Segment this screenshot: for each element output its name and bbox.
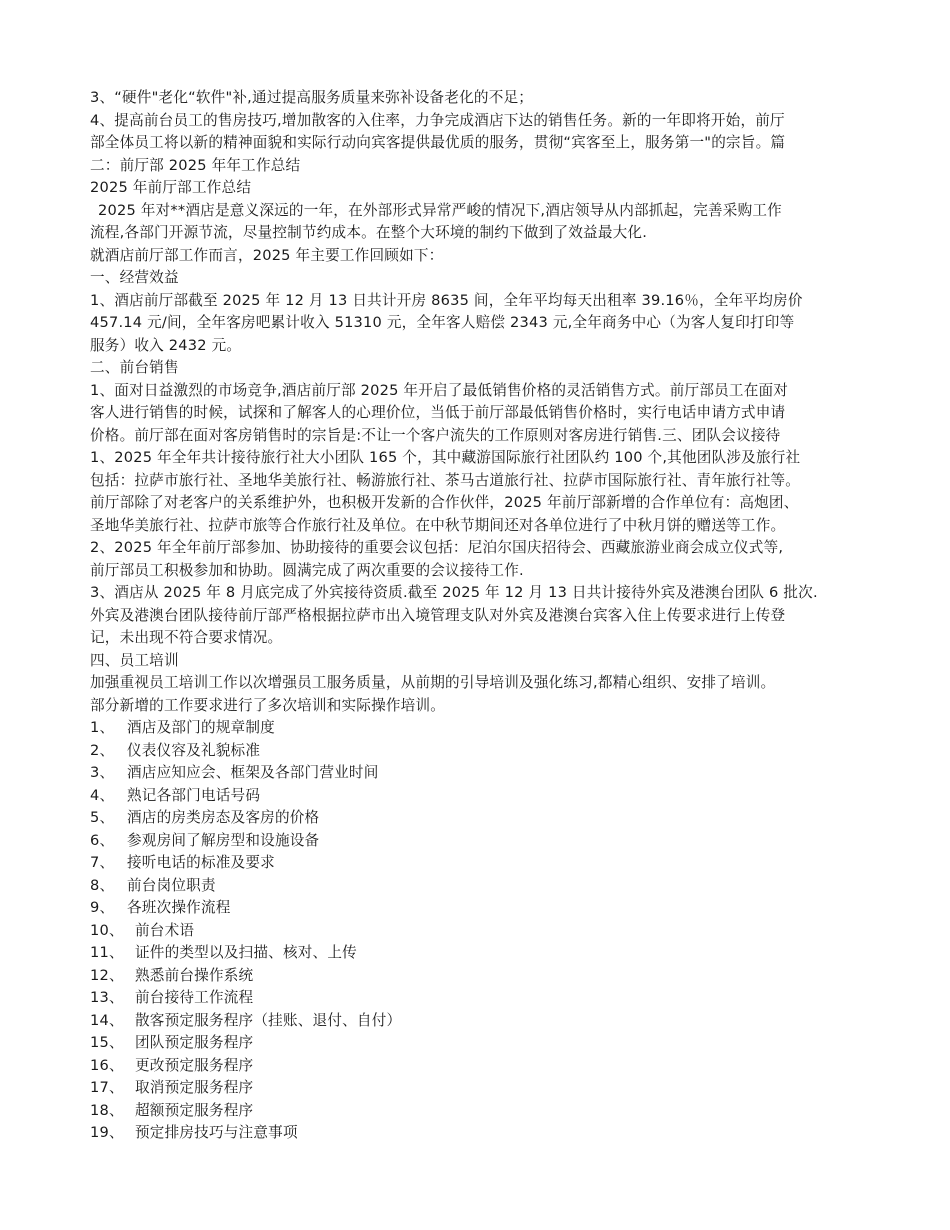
- paragraph-line: 就酒店前厅部工作而言，2025 年主要工作回顾如下：: [90, 246, 444, 264]
- list-number: 4、: [90, 786, 115, 804]
- list-text: 酒店及部门的规章制度: [127, 719, 275, 736]
- list-item: [90, 1100, 880, 1123]
- paragraph-line: 记，未出现不符合要求情况。: [90, 629, 283, 646]
- section-heading: 一、经营效益: [90, 269, 179, 286]
- paragraph-line: 服务）收入 2432 元。: [90, 336, 242, 354]
- paragraph-line: 1、面对日益激烈的市场竞争,酒店前厅部 2025 年开启了最低销售价格的灵活销售方式。前厅部员工在面对: [90, 381, 789, 399]
- list-number: 17、: [90, 1079, 124, 1096]
- list-text: 仪表仪容及礼貌标准: [127, 741, 261, 759]
- list-number: 9、: [90, 899, 115, 916]
- list-number: 11、: [90, 944, 124, 961]
- list-text: 超额预定服务程序: [135, 1101, 254, 1119]
- section-heading: 二：前厅部 2025 年年工作总结: [90, 156, 301, 174]
- list-item: [90, 1032, 880, 1055]
- list-item: [90, 942, 880, 965]
- list-text: 熟记各部门电话号码: [127, 786, 261, 804]
- paragraph-line: 部分新增的工作要求进行了多次培训和实际操作培训。: [90, 696, 446, 714]
- paragraph-line: 前厅部除了对老客户的关系维护外，也积极开发新的合作伙伴，2025 年前厅部新增的合作单位有：高炮团、: [90, 494, 799, 511]
- list-item: [90, 897, 880, 920]
- list-text: 酒店应知应会、框架及各部门营业时间: [127, 764, 379, 781]
- list-text: 预定排房技巧与注意事项: [135, 1124, 298, 1141]
- list-text: 前台接待工作流程: [135, 989, 254, 1006]
- list-text: 团队预定服务程序: [135, 1034, 254, 1051]
- list-number: 8、: [90, 876, 115, 894]
- training-list: [90, 717, 880, 1145]
- list-number: 15、: [90, 1034, 124, 1051]
- list-number: 14、: [90, 1011, 124, 1029]
- list-item: [90, 1055, 880, 1078]
- list-text: 接听电话的标准及要求: [127, 854, 275, 871]
- paragraph-line: 1、酒店前厅部截至 2025 年 12 月 13 日共计开房 8635 间，全年平均每天出租率 39.16％，全年平均房价: [90, 291, 803, 309]
- section-heading: 四、员工培训: [90, 651, 179, 669]
- list-item: [90, 717, 880, 740]
- paragraph-line: 2025 年对**酒店是意义深远的一年，在外部形式异常严峻的情况下,酒店领导从内部抓起，完善采购工作: [98, 201, 782, 219]
- paragraph-line: 3、“硬件"老化“软件"补,通过提高服务质量来弥补设备老化的不足；: [90, 89, 534, 106]
- list-number: 19、: [90, 1124, 124, 1141]
- list-text: 酒店的房类房态及客房的价格: [127, 809, 320, 826]
- paragraph-line: 外宾及港澳台团队接待前厅部严格根据拉萨市出入境管理支队对外宾及港澳台宾客入住上传要求进行上传登: [90, 606, 786, 624]
- list-text: 更改预定服务程序: [135, 1056, 254, 1074]
- document-title: 2025 年前厅部工作总结: [90, 179, 252, 196]
- paragraph-line: 部全体员工将以新的精神面貌和实际行动向宾客提供最优质的服务，贯彻“宾客至上，服务第一"的宗旨。篇: [90, 134, 786, 151]
- paragraph-line: 圣地华美旅行社、拉萨市旅等合作旅行社及单位。在中秋节期间还对各单位进行了中秋月饼的赠送等工作。: [90, 516, 786, 534]
- list-text: 证件的类型以及扫描、核对、上传: [135, 944, 357, 961]
- list-item: [90, 875, 880, 898]
- document-page: [90, 87, 880, 1145]
- list-number: 12、: [90, 966, 124, 984]
- list-item: [90, 785, 880, 808]
- list-number: 2、: [90, 741, 115, 759]
- list-number: 18、: [90, 1101, 124, 1119]
- list-item: [90, 965, 880, 988]
- list-text: 各班次操作流程: [127, 899, 231, 916]
- list-item: [90, 852, 880, 875]
- list-text: 前台岗位职责: [127, 876, 216, 894]
- list-text: 散客预定服务程序（挂账、退付、自付）: [135, 1011, 402, 1029]
- list-text: 前台术语: [135, 921, 195, 939]
- list-number: 5、: [90, 809, 115, 826]
- list-item: [90, 762, 880, 785]
- paragraph-line: 4、提高前台员工的售房技巧,增加散客的入住率，力争完成酒店下达的销售任务。新的一年即将开始，前厅: [90, 111, 785, 129]
- list-text: 熟悉前台操作系统: [135, 966, 254, 984]
- paragraph-line: 流程,各部门开源节流，尽量控制节约成本。在整个大环境的制约下做到了效益最大化.: [90, 224, 648, 241]
- list-item: [90, 807, 880, 830]
- list-number: 6、: [90, 831, 115, 849]
- list-item: [90, 830, 880, 853]
- paragraph-line: 加强重视员工培训工作以次增强员工服务质量，从前期的引导培训及强化练习,都精心组织、安排了培训。: [90, 674, 776, 691]
- paragraph-line: 1、2025 年全年共计接待旅行社大小团队 165 个，其中藏游国际旅行社团队约 100 个,其他团队涉及旅行社: [90, 449, 801, 466]
- list-number: 10、: [90, 921, 124, 939]
- paragraph-line: 客人进行销售的时候，试探和了解客人的心理价位，当低于前厅部最低销售价格时，实行电话申请方式申请: [90, 404, 786, 421]
- list-item: [90, 1010, 880, 1033]
- list-number: 1、: [90, 719, 115, 736]
- paragraph-line: 3、酒店从 2025 年 8 月底完成了外宾接待资质.截至 2025 年 12 月 13 日共计接待外宾及港澳台团队 6 批次.: [90, 584, 818, 601]
- paragraph-line: 价格。前厅部在面对客房销售时的宗旨是:不让一个客户流失的工作原则对客房进行销售.三、团队会议接待: [90, 426, 781, 444]
- section-heading: 二、前台销售: [90, 359, 179, 376]
- list-number: 3、: [90, 764, 115, 781]
- list-item: [90, 920, 880, 943]
- paragraph-line: 前厅部员工积极参加和协助。圆满完成了两次重要的会议接待工作.: [90, 561, 524, 579]
- paragraph-line: 2、2025 年全年前厅部参加、协助接待的重要会议包括：尼泊尔国庆招待会、西藏旅游业商会成立仪式等,: [90, 539, 784, 556]
- paragraph-line: 457.14 元/间，全年客房吧累计收入 51310 元，全年客人赔偿 2343 元,全年商务中心（为客人复印打印等: [90, 314, 795, 331]
- list-item: [90, 1122, 880, 1145]
- list-text: 参观房间了解房型和设施设备: [127, 831, 320, 849]
- list-number: 13、: [90, 989, 124, 1006]
- list-item: [90, 987, 880, 1010]
- list-item: [90, 740, 880, 763]
- list-item: [90, 1077, 880, 1100]
- paragraph-line: 包括：拉萨市旅行社、圣地华美旅行社、畅游旅行社、茶马古道旅行社、拉萨市国际旅行社、青年旅行社等。: [90, 471, 801, 489]
- list-number: 7、: [90, 854, 115, 871]
- list-number: 16、: [90, 1056, 124, 1074]
- list-text: 取消预定服务程序: [135, 1079, 254, 1096]
